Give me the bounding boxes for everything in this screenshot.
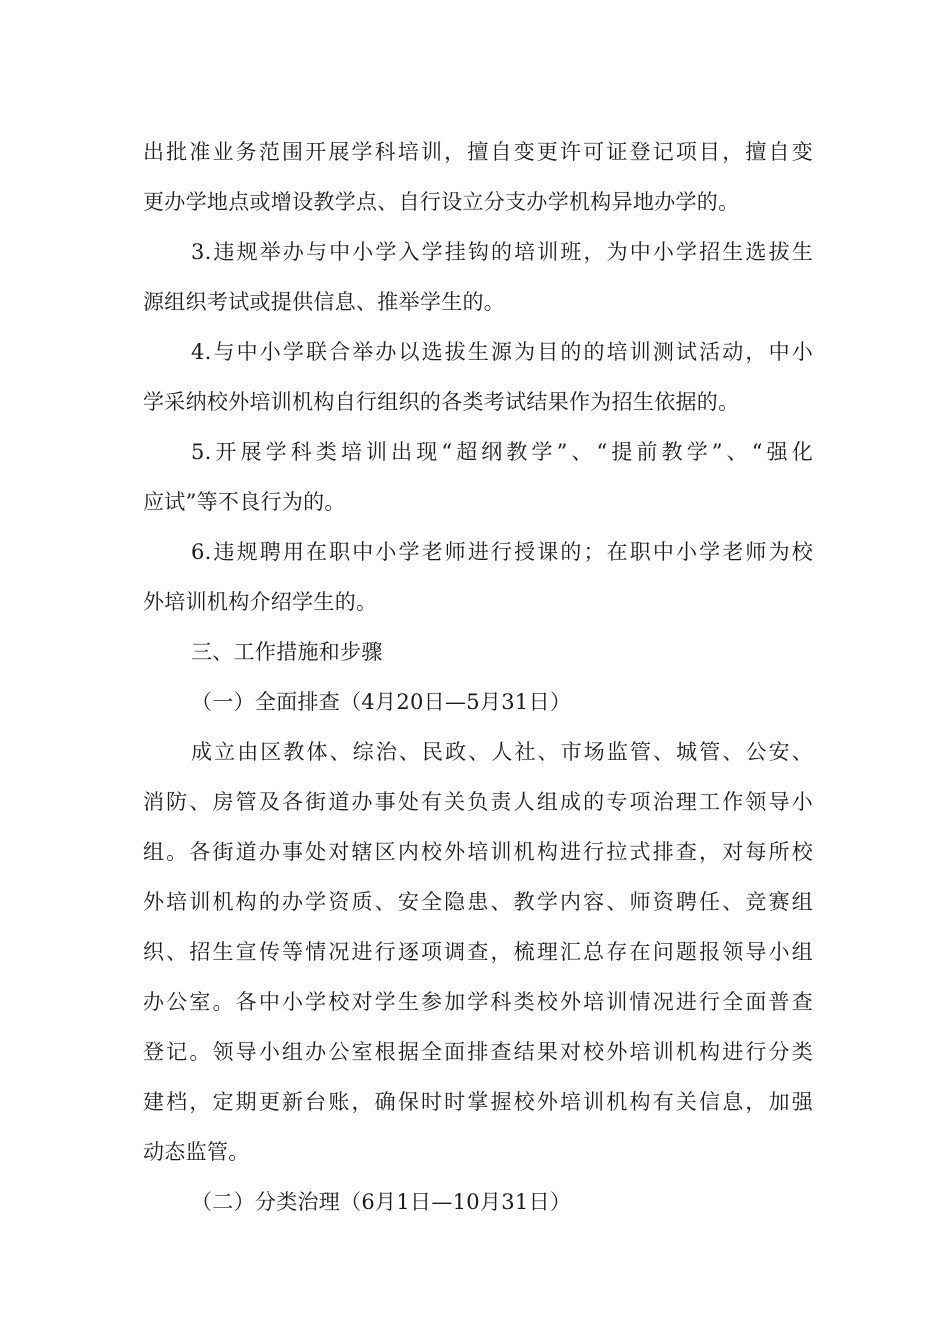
paragraph-line-8: 建档，定期更新台账，确保时时掌握校外培训机构有关信息，加强 [143,1090,813,1114]
body-line-1: 出批准业务范围开展学科培训，擅自变更许可证登记项目，擅自变 [143,140,813,164]
paragraph-line-6: 办公室。各中小学校对学生参加学科类校外培训情况进行全面普查 [143,990,813,1014]
paragraph-line-1: 成立由区教体、综治、民政、人社、市场监管、城管、公安、 [191,740,813,764]
item-5-line-2: 应试”等不良行为的。 [143,490,346,514]
subsection-heading-1: （一）全面排查（4月20日—5月31日） [191,690,572,714]
paragraph-line-3: 组。各街道办事处对辖区内校外培训机构进行拉式排查，对每所校 [143,840,813,864]
subsection-heading-2: （二）分类治理（6月1日—10月31日） [191,1190,572,1214]
paragraph-line-4: 外培训机构的办学资质、安全隐患、教学内容、师资聘任、竞赛组 [143,890,813,914]
item-4-line-1: 4.与中小学联合举办以选拔生源为目的的培训测试活动，中小 [191,340,813,364]
item-6-line-1: 6.违规聘用在职中小学老师进行授课的；在职中小学老师为校 [191,540,813,564]
paragraph-line-7: 登记。领导小组办公室根据全面排查结果对校外培训机构进行分类 [143,1040,813,1064]
paragraph-line-2: 消防、房管及各街道办事处有关负责人组成的专项治理工作领导小 [143,790,813,814]
body-line-2: 更办学地点或增设教学点、自行设立分支办学机构异地办学的。 [143,190,740,214]
item-4-line-2: 学采纳校外培训机构自行组织的各类考试结果作为招生依据的。 [143,390,740,414]
paragraph-line-5: 织、招生宣传等情况进行逐项调查，梳理汇总存在问题报领导小组 [143,940,813,964]
item-3-line-2: 源组织考试或提供信息、推举学生的。 [143,290,506,314]
section-heading-3: 三、工作措施和步骤 [191,640,383,664]
item-3-line-1: 3.违规举办与中小学入学挂钩的培训班，为中小学招生选拔生 [191,240,813,264]
paragraph-line-9: 动态监管。 [143,1140,250,1164]
item-5-line-1: 5.开展学科类培训出现“超纲教学”、“提前教学”、“强化 [191,440,813,464]
item-6-line-2: 外培训机构介绍学生的。 [143,590,378,614]
